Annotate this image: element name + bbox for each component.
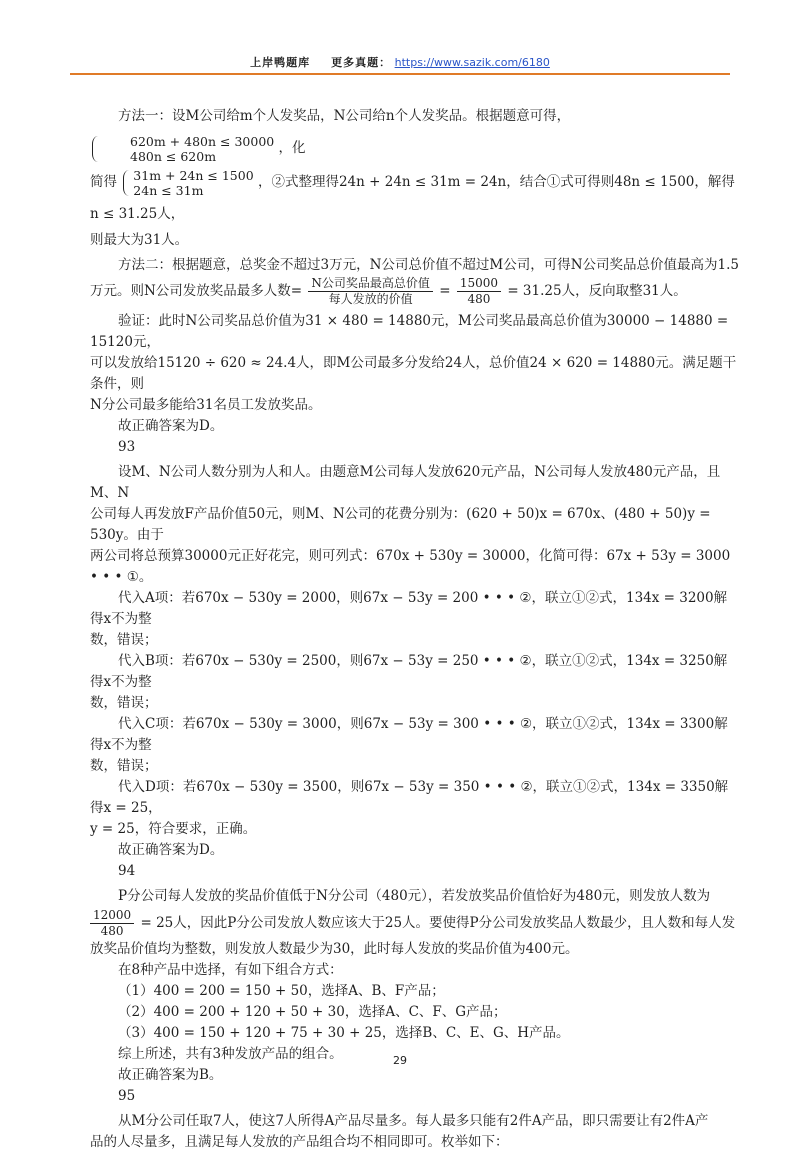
- method2-text-end: = 31.25人，反向取整31人。: [507, 283, 687, 299]
- question-number-95: 95: [118, 1088, 136, 1104]
- fraction-denominator: 每人发放的价值: [328, 292, 413, 306]
- system1-line-1: 620m + 480n ≤ 30000: [130, 133, 275, 149]
- q94-combo-2: （2）400 = 200 + 120 + 50 + 30，选择A、C、F、G产品；: [118, 1004, 507, 1020]
- q94-para-1: P分公司每人发放的奖品价值低于N分公司（480元），若发放奖品价值恰好为480元，则发放人数为: [118, 888, 711, 904]
- fraction-numerator: 15000: [457, 276, 501, 292]
- q94-para-4: 在8种产品中选择，有如下组合方式：: [118, 962, 343, 978]
- q95-para-1: 从M分公司任取7人，使这7人所得A产品尽量多。每人最多只能有2件A产品，即只需要让有2件A产: [118, 1113, 709, 1129]
- system2-line-2: 24n ≤ 31m: [133, 182, 204, 198]
- method1-text-2-start: 简得: [90, 174, 117, 190]
- method1-text-1-end: ，化: [278, 140, 306, 156]
- method1-text-1: 方法一：设M公司给m个人发奖品，N公司给n个人发奖品。根据题意可得，: [118, 108, 571, 124]
- method1-para: [90, 100, 740, 164]
- method1-text-2-end: ，②式整理得24n + 24n ≤ 31m = 24n，结合①式可得则48n ≤ 1500，解得n ≤ 31.25人，: [90, 174, 735, 222]
- equation-system-1: [90, 134, 274, 164]
- method1-para-2: [90, 166, 740, 230]
- verify-para-2: 可以发放给15120 ÷ 620 ≈ 24.4人，即M公司最多分发给24人，总价值24 × 620 = 14880元。满足题干条件，则: [90, 355, 737, 392]
- fraction-15000-480: [457, 276, 501, 307]
- q94-para-2: [90, 907, 740, 939]
- method2-text-start: 万元。则N公司发放奖品最多人数=: [90, 283, 303, 299]
- q93-option-d-2: y = 25，符合要求，正确。: [90, 821, 257, 837]
- equation-system-2: [121, 168, 253, 198]
- fraction-numerator: N公司奖品最高总价值: [308, 276, 433, 292]
- q93-option-a-2: 数，错误；: [90, 632, 158, 648]
- q93-para-1: 设M、N公司人数分别为人和人。由题意M公司每人发放620元产品，N公司每人发放480元产品，且M、N: [90, 464, 721, 501]
- system2-line-1: 31m + 24n ≤ 1500: [133, 167, 254, 183]
- q93-option-c-1: 代入C项：若670x − 530y = 3000，则67x − 53y = 300 • • • ②，联立①②式，134x = 3300解得x不为整: [90, 716, 728, 753]
- fraction-denominator: 480: [100, 924, 124, 938]
- method2-para-1: 方法二：根据题意，总奖金不超过3万元，N公司总价值不超过M公司，可得N公司奖品总价值最高为1.5: [118, 257, 740, 273]
- q93-option-a-1: 代入A项：若670x − 530y = 2000，则67x − 53y = 200 • • • ②，联立①②式，134x = 3200解得x不为整: [90, 590, 728, 627]
- fraction-12000-480: [90, 908, 134, 939]
- answer-q92: 故正确答案为D。: [118, 418, 224, 434]
- document-body: [90, 100, 740, 1153]
- answer-q93: 故正确答案为D。: [118, 842, 224, 858]
- q94-summary: 综上所述，共有3种发放产品的组合。: [118, 1046, 343, 1062]
- q93-para-3: 两公司将总预算30000元正好花完，则可列式：670x + 530y = 30000，化简可得：67x + 53y = 3000 • • • ①。: [90, 548, 731, 585]
- header-divider: [70, 73, 730, 75]
- q93-option-d-1: 代入D项：若670x − 530y = 3500，则67x − 53y = 350 • • • ②，联立①②式，134x = 3350解得x = 25，: [90, 779, 729, 816]
- question-number-94: 94: [118, 863, 136, 879]
- q94-combo-3: （3）400 = 150 + 120 + 75 + 30 + 25，选择B、C、E、G、H产品。: [118, 1025, 570, 1041]
- q93-option-c-2: 数，错误；: [90, 758, 158, 774]
- q94-combo-1: （1）400 = 200 = 150 + 50，选择A、B、F产品；: [118, 983, 445, 999]
- fraction-max-people: [308, 276, 433, 307]
- q93-para-2: 公司每人再发放F产品价值50元，则M、N公司的花费分别为：(620 + 50)x = 670x、(480 + 50)y = 530y。由于: [90, 506, 711, 543]
- q95-para-2: 品的人尽量多，且满足每人发放的产品组合均不相同即可。枚举如下：: [90, 1134, 509, 1150]
- method2-para-2: [90, 276, 740, 307]
- equals-sign: =: [439, 283, 451, 299]
- verify-para-3: N分公司最多能给31名员工发放奖品。: [90, 397, 322, 413]
- header-link[interactable]: https://www.sazik.com/6180: [394, 56, 550, 69]
- q93-option-b-2: 数，错误；: [90, 695, 158, 711]
- header-label: 更多真题：: [331, 56, 392, 69]
- question-number-93: 93: [118, 439, 136, 455]
- header-site-name: 上岸鸭题库: [250, 56, 311, 69]
- q94-para-3: 放奖品价值均为整数，则发放人数最少为30，此时每人发放的奖品价值为400元。: [90, 941, 579, 957]
- answer-q94: 故正确答案为B。: [118, 1067, 223, 1083]
- verify-para-1: 验证：此时N公司奖品总价值为31 × 480 = 14880元，M公司奖品最高总价值为30000 − 14880 = 15120元，: [90, 313, 729, 350]
- system1-line-2: 480n ≤ 620m: [130, 148, 217, 164]
- page-number: 29: [393, 1054, 407, 1067]
- method1-conclusion: 则最大为31人。: [90, 232, 189, 248]
- fraction-denominator: 480: [467, 292, 491, 306]
- fraction-numerator: 12000: [90, 908, 134, 924]
- page-header: [0, 54, 800, 70]
- q94-text-2-end: = 25人，因此P分公司发放人数应该大于25人。要使得P分公司发放奖品人数最少，且人数和每人发: [140, 915, 736, 931]
- q93-option-b-1: 代入B项：若670x − 530y = 2500，则67x − 53y = 250 • • • ②，联立①②式，134x = 3250解得x不为整: [90, 653, 728, 690]
